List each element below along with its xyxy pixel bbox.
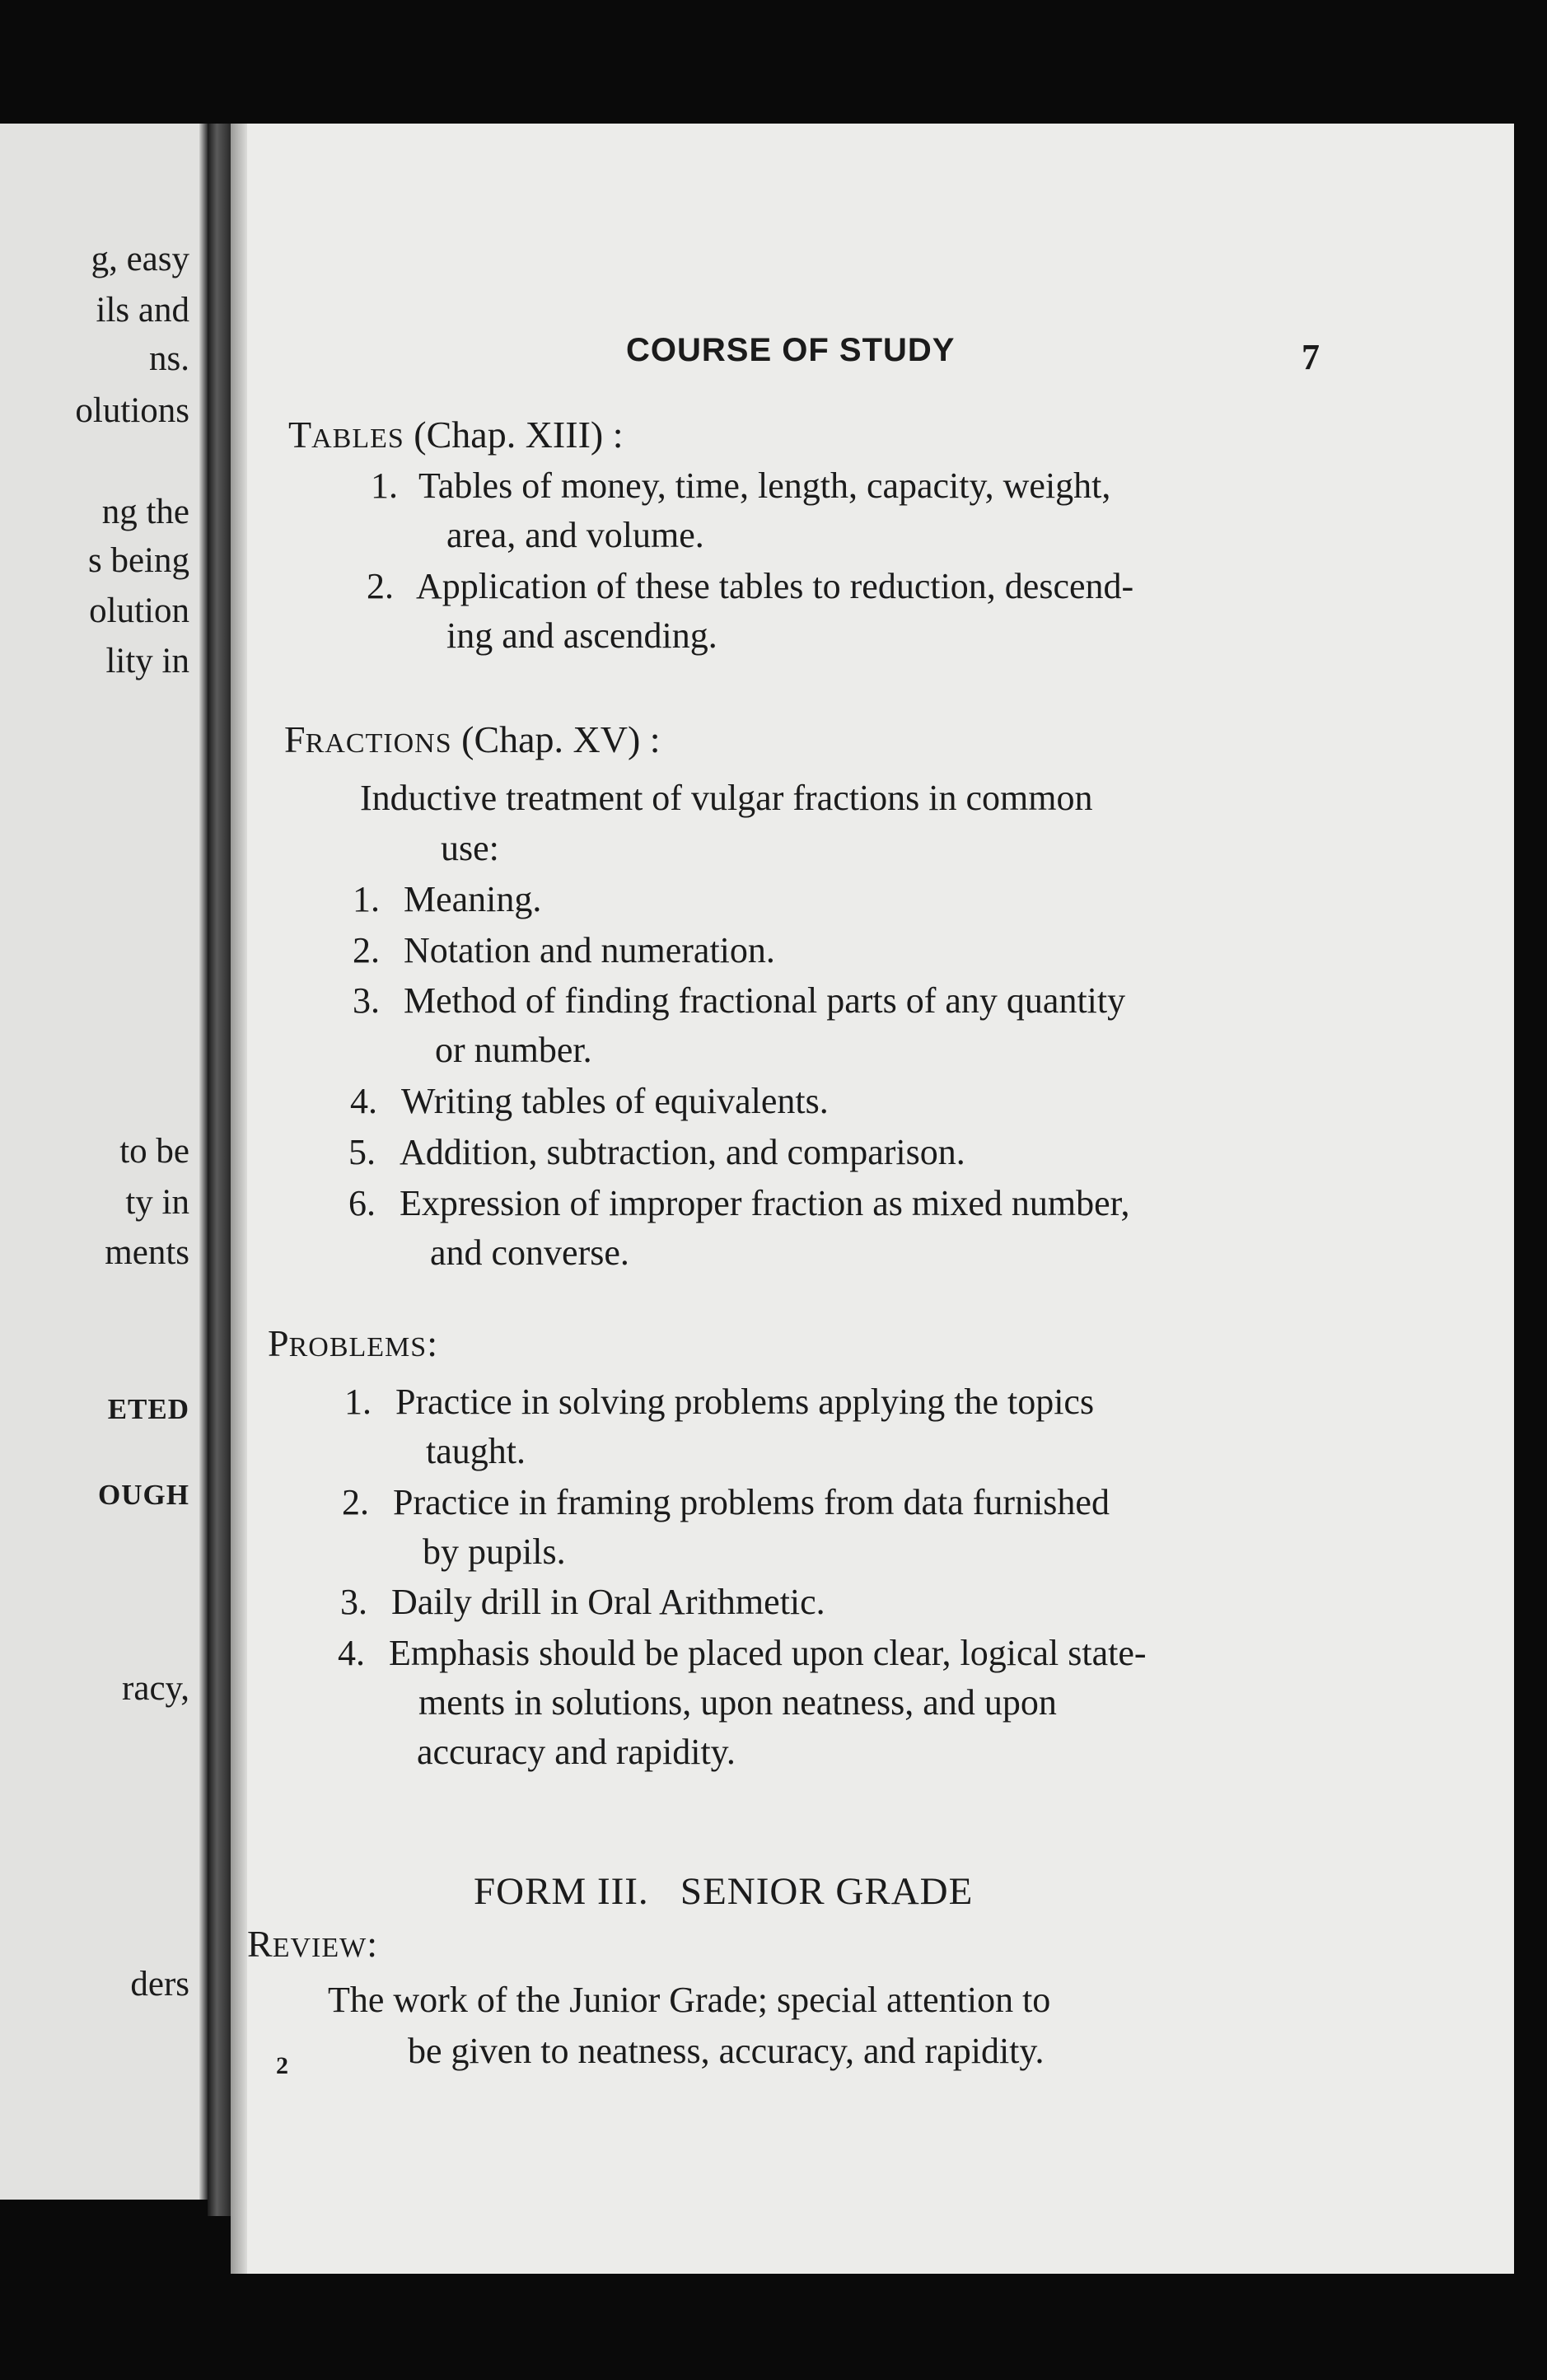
item-line: Writing tables of equivalents.: [401, 1081, 829, 1121]
left-page-line: ty in: [125, 1183, 189, 1222]
heading-initial: T: [288, 414, 312, 456]
running-head: COURSE OF STUDY: [626, 332, 956, 368]
item-line: Daily drill in Oral Arithmetic.: [391, 1582, 825, 1622]
scan-background: [0, 2274, 1547, 2380]
review-line: The work of the Junior Grade; special attention to: [328, 1980, 1051, 2020]
item-number: 2.: [367, 566, 394, 606]
heading-smallcaps: ABLES: [311, 423, 404, 454]
item-line: Meaning.: [404, 879, 542, 919]
left-page-line: ils and: [96, 291, 189, 330]
item-number: 3.: [353, 980, 380, 1021]
left-page-line: olutions: [75, 391, 189, 430]
item-number: 6.: [348, 1183, 376, 1223]
left-page-line: ns.: [149, 339, 189, 378]
item-number: 1.: [371, 465, 398, 506]
left-page-line: lity in: [105, 642, 189, 680]
item-line: Method of finding fractional parts of any quantity: [404, 980, 1126, 1021]
heading-suffix: (Chap. XV) :: [451, 718, 661, 760]
right-page: [231, 124, 1514, 2274]
item-line: Practice in solving problems applying the topics: [395, 1382, 1095, 1422]
page-number: 7: [1302, 337, 1320, 377]
section-heading-fractions: [284, 718, 661, 760]
book-gutter: [208, 124, 231, 2216]
left-page-line: OUGH: [98, 1479, 189, 1511]
left-page-line: ng the: [101, 493, 189, 531]
heading-initial: P: [268, 1322, 289, 1364]
form-heading: FORM III. SENIOR GRADE: [474, 1870, 974, 1913]
heading-smallcaps: ROBLEMS: [288, 1332, 428, 1363]
item-line: Emphasis should be placed upon clear, logical state-: [389, 1633, 1147, 1673]
item-number: 4.: [338, 1633, 365, 1673]
item-number: 4.: [350, 1081, 377, 1121]
item-line: area, and volume.: [446, 515, 704, 555]
item-number: 2.: [353, 930, 380, 970]
item-line: accuracy and rapidity.: [417, 1732, 736, 1772]
item-number: 1.: [353, 879, 380, 919]
left-page-line: to be: [119, 1132, 189, 1171]
item-line: ments in solutions, upon neatness, and upon: [418, 1682, 1057, 1723]
heading-initial: F: [284, 718, 306, 760]
item-line: ing and ascending.: [446, 615, 717, 656]
heading-initial: R: [247, 1923, 273, 1965]
item-line: Notation and numeration.: [404, 930, 775, 970]
left-page-line: ders: [130, 1965, 189, 2004]
heading-suffix: (Chap. XIII) :: [404, 414, 624, 456]
item-line: Application of these tables to reduction, descend-: [416, 566, 1134, 606]
heading-suffix: :: [427, 1322, 437, 1364]
left-page-line: olution: [89, 591, 189, 630]
item-number: 1.: [344, 1382, 372, 1422]
item-number: 2.: [342, 1482, 369, 1522]
left-page: [0, 124, 208, 2200]
left-page-line: g, easy: [91, 240, 189, 278]
item-line: and converse.: [430, 1232, 629, 1273]
left-page-line: racy,: [122, 1669, 189, 1708]
item-line: taught.: [426, 1431, 526, 1471]
section-intro-line: Inductive treatment of vulgar fractions in common: [360, 778, 1093, 818]
left-page-line: ETED: [107, 1393, 189, 1425]
section-heading-review: [247, 1925, 377, 1963]
signature-mark: 2: [276, 2052, 288, 2079]
section-heading-tables: [288, 416, 624, 454]
page-edge-shadow: [199, 124, 208, 2200]
left-page-line: ments: [105, 1233, 189, 1272]
heading-suffix: :: [367, 1923, 377, 1965]
item-line: by pupils.: [423, 1531, 566, 1572]
review-line: be given to neatness, accuracy, and rapidity.: [408, 2031, 1045, 2071]
item-line: Tables of money, time, length, capacity, weight,: [418, 465, 1111, 506]
item-number: 5.: [348, 1132, 376, 1172]
item-number: 3.: [340, 1582, 367, 1622]
section-heading-problems: [268, 1322, 437, 1364]
left-page-line: s being: [87, 541, 189, 580]
heading-smallcaps: RACTIONS: [305, 728, 452, 759]
item-line: Practice in framing problems from data furnished: [393, 1482, 1110, 1522]
section-intro-line: use:: [441, 828, 499, 868]
item-line: Addition, subtraction, and comparison.: [400, 1132, 965, 1172]
heading-smallcaps: EVIEW: [272, 1933, 367, 1963]
item-line: or number.: [435, 1030, 592, 1070]
item-line: Expression of improper fraction as mixed number,: [400, 1183, 1130, 1223]
